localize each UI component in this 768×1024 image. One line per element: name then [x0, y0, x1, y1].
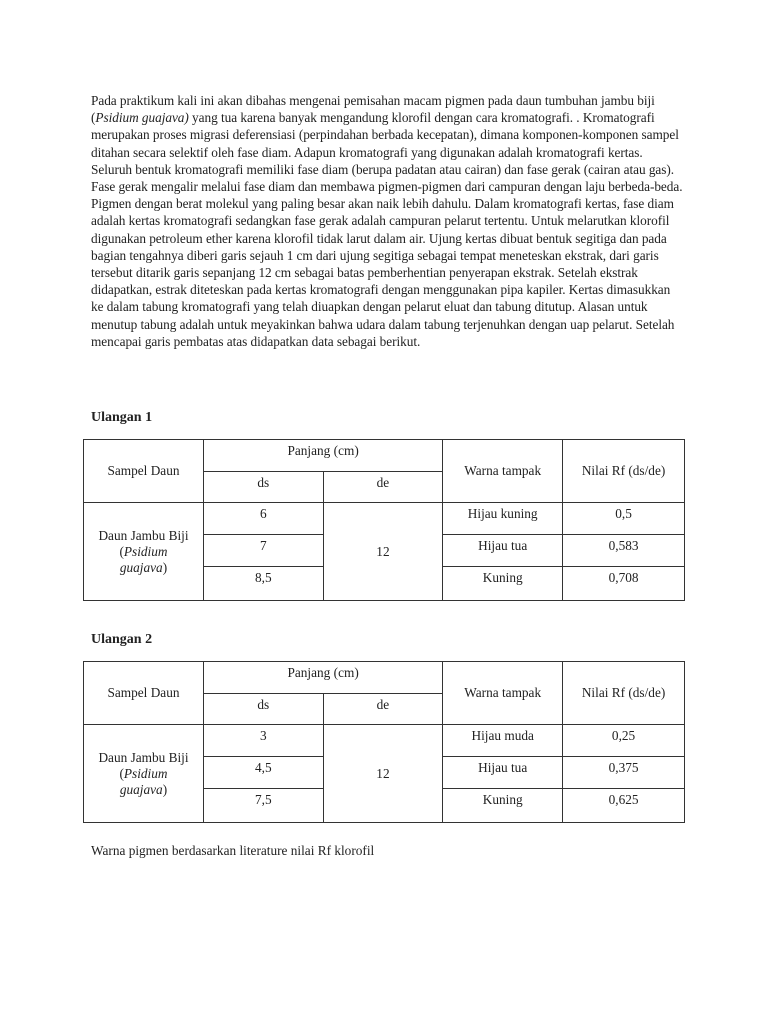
warna-value: Kuning — [443, 567, 563, 601]
intro-text-part1: Pada praktikum kali ini akan dibahas mengenai pemisahan macam pigmen pada daun tumbuhan jambu biji ( — [91, 93, 655, 126]
sample-latin-genus: Psidium — [123, 543, 168, 559]
sample-name: Daun Jambu Biji — [98, 749, 189, 765]
table-header-row — [84, 662, 685, 694]
header-sampel-daun: Sampel Daun — [84, 662, 204, 725]
header-warna-tampak: Warna tampak — [443, 440, 563, 503]
ds-value: 4,5 — [204, 757, 324, 789]
intro-paragraph — [91, 92, 685, 350]
header-sampel-daun: Sampel Daun — [84, 440, 204, 503]
rf-value: 0,583 — [563, 535, 685, 567]
rf-value: 0,375 — [563, 757, 685, 789]
header-warna-tampak: Warna tampak — [443, 662, 563, 725]
table-row — [84, 503, 685, 535]
sample-latin-open: ( — [119, 543, 124, 559]
header-nilai-rf: Nilai Rf (ds/de) — [563, 662, 685, 725]
ds-value: 3 — [204, 725, 324, 757]
ulangan-2-title: Ulangan 2 — [91, 632, 153, 647]
sample-name: Daun Jambu Biji — [98, 527, 189, 543]
sample-latin-close: ) — [162, 559, 168, 575]
intro-text-part2: yang tua karena banyak mengandung klorofil dengan cara kromatografi. . Kromatografi merupakan proses migrasi deferensiasi (perpindahan berbada kecepatan), dimana komponen-komponen sampel ditahan secara selektif oleh fase diam. Adapun kromatografi yang digunakan adalah kromatografi kertas. Seluruh bentuk kromatografi memiliki fase diam (berupa padatan atau cairan) dan fase gerak (cairan atau gas). Fase gerak mengalir melalui fase diam dan membawa pigmen-pigmen dari campuran dengan laju berbeda-beda. Pigmen dengan berat molekul yang paling besar akan naik lebih dahulu. Dalam kromatografi kertas, fase diam adalah kertas kromatografi sedangkan fase gerak adalah campuran pelarut tertentu. Untuk melarutkan klorofil digunakan petroleum ether karena klorofil tidak larut dalam air. Ujung kertas dibuat bentuk segitiga dan pada bagian tengahnya diberi garis sejauh 1 cm dari ujung segitiga sebagai tempat meneteskan ekstrak, dari garis tersebut ditarik garis sepanjang 12 cm sebagai batas pemberhentian penyerapan ekstrak. Setelah ekstrak didapatkan, estrak diteteskan pada kertas kromatografi dengan menggunakan pipa kapiler. Kertas dimasukkan ke dalam tabung kromatografi yang telah diuapkan dengan pelarut eluat dan tabung ditutup. Alasan untuk menutup tabung adalah untuk meyakinkan bahwa udara dalam tabung terjenuhkan dengan uap pelarut. Setelah mencapai garis pembatas atas didapatkan data sebagai berikut. — [91, 110, 683, 349]
rf-value: 0,5 — [563, 503, 685, 535]
sample-latin-species: guajava — [119, 781, 163, 797]
ds-value: 8,5 — [204, 567, 324, 601]
document-page — [91, 92, 685, 858]
warna-value: Hijau muda — [443, 725, 563, 757]
ds-value: 6 — [204, 503, 324, 535]
ds-value: 7,5 — [204, 789, 324, 823]
header-ds: ds — [204, 694, 324, 725]
table-row — [84, 725, 685, 757]
warna-value: Hijau kuning — [443, 503, 563, 535]
sample-cell — [84, 725, 204, 823]
ulangan-1-table — [83, 439, 685, 601]
sample-latin-species: guajava — [119, 559, 163, 575]
sample-latin-genus: Psidium — [123, 765, 168, 781]
rf-value: 0,625 — [563, 789, 685, 823]
intro-species-name: Psidium guajava) — [95, 110, 189, 126]
rf-value: 0,25 — [563, 725, 685, 757]
ulangan-2-table — [83, 661, 685, 823]
de-value: 12 — [323, 503, 443, 601]
sample-cell — [84, 503, 204, 601]
sample-latin-close: ) — [162, 781, 168, 797]
warna-value: Kuning — [443, 789, 563, 823]
warna-value: Hijau tua — [443, 535, 563, 567]
ulangan-1-title: Ulangan 1 — [91, 410, 153, 425]
table-header-row — [84, 440, 685, 472]
sample-latin-open: ( — [119, 765, 124, 781]
de-value: 12 — [323, 725, 443, 823]
warna-value: Hijau tua — [443, 757, 563, 789]
footer-text: Warna pigmen berdasarkan literature nilai Rf klorofil — [91, 843, 375, 858]
header-de: de — [323, 694, 443, 725]
rf-value: 0,708 — [563, 567, 685, 601]
header-nilai-rf: Nilai Rf (ds/de) — [563, 440, 685, 503]
header-panjang: Panjang (cm) — [204, 440, 443, 472]
header-ds: ds — [204, 472, 324, 503]
ds-value: 7 — [204, 535, 324, 567]
header-de: de — [323, 472, 443, 503]
header-panjang: Panjang (cm) — [204, 662, 443, 694]
